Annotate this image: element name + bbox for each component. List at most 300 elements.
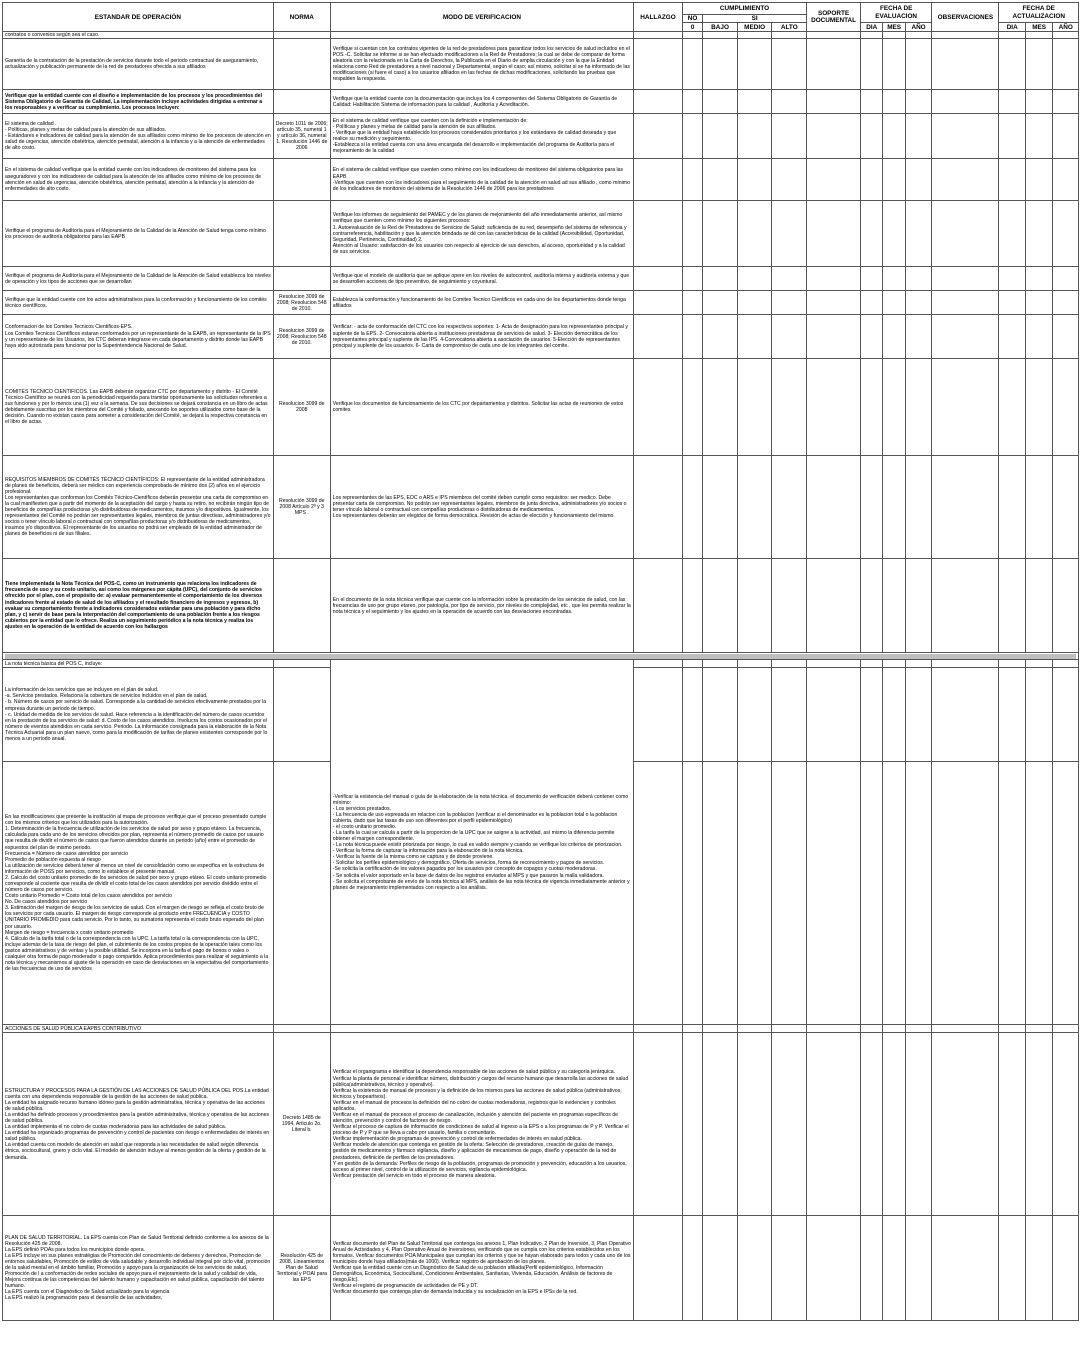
observaciones-cell[interactable] [932,660,999,668]
norma-cell: Decreto 1011 de 2006; artículo 35, numeral 1 y artículo 36, numeral 1. Resolución 1446 de 2006 [273,114,330,159]
cumplimiento-medio-cell[interactable] [737,39,772,90]
estandar-cell: Verifique el programa de Auditoría para el Mejoramiento de la Calidad de la Atención de Salud tenga como mínimo los procesos de auditoría obligatorios para las EAPB [3,201,274,267]
actualizacion-anio-cell[interactable] [1053,39,1079,90]
evaluacion-dia-cell[interactable] [861,359,883,456]
cumplimiento-alto-cell[interactable] [772,559,807,653]
norma-cell [273,559,330,653]
col-header-act-mes: MES [1025,23,1052,32]
cumplimiento-alto-cell[interactable] [772,114,807,159]
norma-cell [273,1025,330,1033]
cumplimiento-alto-cell[interactable] [772,660,807,668]
actualizacion-anio-cell[interactable] [1053,114,1079,159]
modo-verificacion-cell: Verifique los documentos de funcionamiento de los CTC por departamentos y distritos. Solicitar las actas de reuniones de estos comites [330,359,633,456]
soporte-documental-cell[interactable] [807,315,861,359]
evaluacion-dia-cell[interactable] [861,1025,883,1033]
cumplimiento-alto-cell[interactable] [772,32,807,39]
modo-verificacion-cell: Establezca la conformación y funcionamiento de los Comites Tecnico Cientificos en cada uno de los departamentos donde tenga afiliados [330,291,633,315]
table-row [3,456,1079,559]
hallazgo-cell[interactable] [634,315,683,359]
evaluation-sheet [2,2,1079,1359]
cumplimiento-alto-cell[interactable] [772,39,807,90]
hallazgo-cell[interactable] [634,267,683,291]
modo-verificacion-cell: Verifique los informes de seguimiento del PAMEC y de los planes de mejoramiento del año inmediatamente anterior, así mismo verifique que cuenten como mínimo los siguientes procesos: 1. Autoevaluación de la Red de Prestadores de Servicios de Salud: suficiencia de su red, desempeño del sistema de referencia y contrarreferencia, habilitación y que la atención brindada se dé con las características de la calidad (Accesibilidad, Oportunidad, Seguridad, Pertinencia, Continuidad) 2. Atención al Usuario: satisfacción de los usuarios con respecto al ejercicio de sus derechos, al acceso, oportunidad y a la calidad de sus servicios. [330,201,633,267]
hallazgo-cell[interactable] [634,201,683,267]
norma-cell [273,201,330,267]
estandar-cell: El sistema de calidad . - Políticas, planes y metas de calidad para la atención de sus afiliados. - Estándares e indicadores de calidad para la atención de sus afiliados como mínimo de los procesos de atención en salud de urgencias, atención obstétrica, atención perinatal, atención a la infancia y a la atención de enfermedades de alto costo. [3,114,274,159]
actualizacion-mes-cell[interactable] [1025,456,1052,559]
cumplimiento-medio-cell[interactable] [737,1033,772,1216]
evaluacion-dia-cell[interactable] [861,559,883,653]
norma-cell [273,39,330,90]
actualizacion-dia-cell[interactable] [999,668,1025,762]
modo-verificacion-cell: -Verificar la existencia del manual o guía de la elaboración de la nota técnica. el documento de verificación deberá contener como mínimo: - Los servicios prestados. - La frecuencia de uso expresada en relacion con la poblacion (verificar si el denominador es la poblacion total o la poblacion cubierta, dado que las tasas de uso son diferentes por el perfil epidemiológico) - el costo unitario promedio. - La tarifa la cual se calcula a partir de la proporcion de la UPC que se asigne a la actividad, así mismo la diferencia permite obtener el margen correspondiente. - La nota técnica puede existir priorizada por riesgo, lo cual es valido siempre y cuando se verifique los criterios de priorizacion. - Verificar la forma de capturar la información para la elaboración de la nota técnica. - Verificar la fuente de la misma como se captura y de donde proviene. - Solicitar los perfiles epidemiológico y demográfico, Oferta de servicios, forma de reconocimiento y pagos de servicios. -Se solicita la certificación de los valores pagados por los usuarios por concepto de copagos y cuotas moderadoras. - Se solicita el valor soportado en la base de datos de los registros enviados al MPS y que pasaron la malla validadora. - Se solicita el comprobante de envío de la nota técnica al MPS, análisis de las nota técnica de vigencia inmediatamente anterior y planes de mejoramiento implementados con respecto a los análisis. [330,660,633,1025]
actualizacion-mes-cell[interactable] [1025,32,1052,39]
evaluacion-dia-cell[interactable] [861,456,883,559]
actualizacion-dia-cell[interactable] [999,291,1025,315]
soporte-documental-cell[interactable] [807,559,861,653]
actualizacion-dia-cell[interactable] [999,159,1025,201]
cumplimiento-medio-cell[interactable] [737,32,772,39]
cumplimiento-bajo-cell[interactable] [703,114,738,159]
estandar-cell: Conformacion de los Comites Tecnicos Cientificos-EPS. Los Comites Tecnicos Cientificos estaran conformados por un representante de la EAPB, un representante de la IPS y un representante de los Usuarios, los CTC deberan integrarse en cada departamento y distrito donde las EAPB haya sido autorizada para funcionar por la Superintendencia Nacional de Salud. [3,315,274,359]
estandar-cell: En el sistema de calidad verifique que la entidad cuente con los indicadores de monitoreo del sistema para los aseguradores y con los indicadores de calidad para la atención de los afiliados como mínimo de los procesos de atención en salud de urgencias, atención obstétrica, atención perinatal, atención a la infancia y la atención de enfermedades de alto costo. [3,159,274,201]
cumplimiento-no-cell[interactable] [682,90,702,114]
actualizacion-dia-cell[interactable] [999,1033,1025,1216]
estandar-cell: ACCIONES DE SALUD PÚBLICA EAPBS CONTRIBUTIVO [3,1025,274,1033]
actualizacion-mes-cell[interactable] [1025,1216,1052,1321]
observaciones-cell[interactable] [932,201,999,267]
soporte-documental-cell[interactable] [807,32,861,39]
hallazgo-cell[interactable] [634,291,683,315]
norma-cell: Resolucion 3099 de 2008 [273,359,330,456]
evaluacion-dia-cell[interactable] [861,114,883,159]
actualizacion-mes-cell[interactable] [1025,762,1052,1025]
evaluacion-anio-cell[interactable] [905,90,931,114]
cumplimiento-medio-cell[interactable] [737,201,772,267]
evaluacion-dia-cell[interactable] [861,1033,883,1216]
norma-cell [273,762,330,1025]
evaluacion-mes-cell[interactable] [883,762,905,1025]
estandar-cell: Tiene implementada la Nota Técnica del POS-C, como un instrumento que relaciona los indicadores de frecuencia de uso y su costo unitario, así como los márgenes por cápita (UPC), del conjunto de servicios ofrecido por el plan, con el propósito de: a) evaluar permanentemente el comportamiento de los diversos indicadores frente al estado de salud de los afiliados y el resultado financiero de ingresos y egresos, b) evaluar su comportamiento frente a indicadores considerados estándar para una población y para dicho plan, y c) servir de base para la interpretación del comportamiento de una población frente a los riesgos cubiertos por la entidad que lo ofrece. Realiza un seguimiento periódico a la nota técnica y realiza los ajustes en la operación de la entidad de acuerdo con los hallazgos [3,559,274,653]
evaluacion-anio-cell[interactable] [905,32,931,39]
table-row [3,359,1079,456]
actualizacion-anio-cell[interactable] [1053,267,1079,291]
actualizacion-mes-cell[interactable] [1025,114,1052,159]
observaciones-cell[interactable] [932,114,999,159]
col-header-soporte: SOPORTE DOCUMENTAL [807,3,861,32]
actualizacion-anio-cell[interactable] [1053,291,1079,315]
col-header-hallazgo: HALLAZGO [634,3,683,32]
observaciones-cell[interactable] [932,315,999,359]
cumplimiento-alto-cell[interactable] [772,1033,807,1216]
modo-verificacion-cell: Verificar el organigrama e identificar la dependencia responsable de las acciones de salud pública y su categoría jerárquica. Verificar la planta de personal e identificar número, distribución y cargos del recurso humano que desarrolla las acciones de salud pública(administrativos, técnico y operativo). Verificar la existencia de manual de procesos y la definición de los mismos para las acciones de salud pública (administrativos, técnicos y bopeartivos). Verificar en el manual de procesos la definición del no cobro de cuotas moderadoras, registros que lo evidencien y controles aplicados. Verificar en el manual de procesos el proceso de canalización, inclusión y atención del paciente en programas específicos de atención, prevención y control de factores de riesgo. Verificar el proceso de captura de información de condiciones de salud al ingreso a la EPS o a los programas de P y P. Verificar el proceso de P y P que se lleva a cabo por usuario, familia o comunitario. Verificar implementación de programas de prevención y control de enfermedades de interés en salud pública. Verificar modelo de atención que contenga en gestión de la oferta: Selección de prestadores, creación de guías de manejo, gestión de medicamentos y fármaco vigilancia, diseño y aplicación de mecanismos de pago, diseño y operación de la red de prestadores, definición de perfiles de los prestadores. Y en gestión de la demanda: Perfiles de riesgo de la población, programas de promoción y prevención, educación a los usuarios, acceso al primer nivel, control de la utilización de servicios, vigilancia epidemiológica. Verificar prestación del servicio en todo el proceso de manera aleatoria. [330,1033,633,1216]
evaluacion-dia-cell[interactable] [861,32,883,39]
cumplimiento-no-cell[interactable] [682,456,702,559]
cumplimiento-no-cell[interactable] [682,1216,702,1321]
table-row [3,32,1079,39]
norma-cell: Resolucion 3099 de 2008; Resolucion 548 de 2010. [273,291,330,315]
evaluacion-dia-cell[interactable] [861,668,883,762]
actualizacion-dia-cell[interactable] [999,456,1025,559]
soporte-documental-cell[interactable] [807,762,861,1025]
actualizacion-anio-cell[interactable] [1053,456,1079,559]
observaciones-cell[interactable] [932,668,999,762]
actualizacion-anio-cell[interactable] [1053,660,1079,668]
cumplimiento-alto-cell[interactable] [772,456,807,559]
cumplimiento-bajo-cell[interactable] [703,559,738,653]
cumplimiento-no-cell[interactable] [682,660,702,668]
hallazgo-cell[interactable] [634,559,683,653]
cumplimiento-no-cell[interactable] [682,762,702,1025]
col-header-cumplimiento: CUMPLIMIENTO [682,3,806,15]
observaciones-cell[interactable] [932,456,999,559]
observaciones-cell[interactable] [932,1025,999,1033]
cumplimiento-bajo-cell[interactable] [703,668,738,762]
observaciones-cell[interactable] [932,762,999,1025]
soporte-documental-cell[interactable] [807,456,861,559]
evaluacion-anio-cell[interactable] [905,201,931,267]
evaluacion-dia-cell[interactable] [861,291,883,315]
hallazgo-cell[interactable] [634,1025,683,1033]
table-row [3,1216,1079,1321]
actualizacion-anio-cell[interactable] [1053,159,1079,201]
observaciones-cell[interactable] [932,1033,999,1216]
col-header-fecha-evaluacion: FECHA DE EVALUACION [861,3,932,23]
cumplimiento-medio-cell[interactable] [737,1025,772,1033]
soporte-documental-cell[interactable] [807,1025,861,1033]
actualizacion-anio-cell[interactable] [1053,1216,1079,1321]
cumplimiento-no-cell[interactable] [682,159,702,201]
evaluacion-anio-cell[interactable] [905,668,931,762]
table-row [3,39,1079,90]
hallazgo-cell[interactable] [634,159,683,201]
evaluacion-anio-cell[interactable] [905,359,931,456]
cumplimiento-no-cell[interactable] [682,668,702,762]
evaluacion-mes-cell[interactable] [883,559,905,653]
actualizacion-dia-cell[interactable] [999,559,1025,653]
observaciones-cell[interactable] [932,359,999,456]
cumplimiento-medio-cell[interactable] [737,456,772,559]
col-header-eval-anio: AÑO [905,23,931,32]
evaluacion-mes-cell[interactable] [883,1216,905,1321]
col-header-modo: MODO DE VERIFICACION [330,3,633,32]
actualizacion-anio-cell[interactable] [1053,1025,1079,1033]
cumplimiento-bajo-cell[interactable] [703,1216,738,1321]
cumplimiento-alto-cell[interactable] [772,359,807,456]
observaciones-cell[interactable] [932,39,999,90]
col-header-bajo: BAJO [703,23,738,32]
evaluacion-mes-cell[interactable] [883,315,905,359]
hallazgo-cell[interactable] [634,668,683,762]
evaluacion-dia-cell[interactable] [861,39,883,90]
actualizacion-anio-cell[interactable] [1053,201,1079,267]
actualizacion-dia-cell[interactable] [999,1216,1025,1321]
table-row [3,291,1079,315]
evaluacion-anio-cell[interactable] [905,291,931,315]
cumplimiento-bajo-cell[interactable] [703,660,738,668]
col-header-act-anio: AÑO [1053,23,1079,32]
evaluacion-dia-cell[interactable] [861,90,883,114]
evaluacion-dia-cell[interactable] [861,201,883,267]
evaluacion-mes-cell[interactable] [883,267,905,291]
evaluacion-dia-cell[interactable] [861,267,883,291]
evaluacion-anio-cell[interactable] [905,660,931,668]
actualizacion-anio-cell[interactable] [1053,90,1079,114]
cumplimiento-alto-cell[interactable] [772,762,807,1025]
hallazgo-cell[interactable] [634,90,683,114]
cumplimiento-alto-cell[interactable] [772,1216,807,1321]
actualizacion-mes-cell[interactable] [1025,90,1052,114]
col-header-alto: ALTO [772,23,807,32]
soporte-documental-cell[interactable] [807,267,861,291]
soporte-documental-cell[interactable] [807,1033,861,1216]
cumplimiento-no-cell[interactable] [682,559,702,653]
evaluacion-anio-cell[interactable] [905,456,931,559]
cumplimiento-alto-cell[interactable] [772,267,807,291]
evaluacion-anio-cell[interactable] [905,1025,931,1033]
cumplimiento-bajo-cell[interactable] [703,90,738,114]
norma-cell [273,32,330,39]
table-row [3,559,1079,653]
actualizacion-mes-cell[interactable] [1025,668,1052,762]
actualizacion-anio-cell[interactable] [1053,559,1079,653]
evaluacion-anio-cell[interactable] [905,159,931,201]
evaluacion-mes-cell[interactable] [883,201,905,267]
hallazgo-cell[interactable] [634,456,683,559]
col-header-medio: MEDIO [737,23,772,32]
actualizacion-dia-cell[interactable] [999,32,1025,39]
actualizacion-anio-cell[interactable] [1053,359,1079,456]
observaciones-cell[interactable] [932,291,999,315]
page-break-separator [3,653,1079,660]
soporte-documental-cell[interactable] [807,201,861,267]
observaciones-cell[interactable] [932,559,999,653]
actualizacion-mes-cell[interactable] [1025,315,1052,359]
modo-verificacion-cell: En el documento de la nota técnica verifique que cuente con la información sobre la prestación de los servicios de salud, con las frecuencias de uso por grupo etareo, por patología, por tipo de servicio, por niveles de complejidad, etc , que les permita realizar la nota técnica y el seguimiento y los ajustes en la operación de acuerdo con las desviaciones encontradas. [330,559,633,653]
modo-verificacion-cell: Verifique que el modelo de auditoría que se aplique opere en los niveles de autocontrol, auditoría interna y auditoría externa y que se desarrollen acciones de tipo preventivo, de seguimiento y coyuntural. [330,267,633,291]
cumplimiento-alto-cell[interactable] [772,291,807,315]
estandar-cell: La información de los servicios que se incluyen en el plan de salud. -a. Servicios prestados. Relaciona la cobertura de servicios incluidos en el plan de salud. - b. Número de casos por servicio de salud. Corresponde a la cantidad de servicios efectivamente prestados por la empresa durante un periodo de tiempo. - c. Unidad de medida de los servicios de salud. Hace referencia a la identificación del número de casos ocurridos en la prestación de los servicios de salud: d. Costo de los casos atendidos. Involucra los costos ocasionados por el número de eventos atendidos en cada servicio. Periodo. La información consignada para la elaboración de la Nota Técnica Actuarial para un plan nuevo, como para la modificación de tarifas de planes existentes corresponde por lo menos a un periodo anual. [3,668,274,762]
actualizacion-dia-cell[interactable] [999,267,1025,291]
actualizacion-dia-cell[interactable] [999,359,1025,456]
modo-verificacion-cell [330,1025,633,1033]
evaluacion-mes-cell[interactable] [883,90,905,114]
col-header-act-dia: DIA [999,23,1025,32]
col-header-fecha-actualizacion: FECHA DE ACTUALIZACION [999,3,1079,23]
cumplimiento-no-cell[interactable] [682,201,702,267]
cumplimiento-no-cell[interactable] [682,359,702,456]
col-header-no: NO [682,15,702,23]
observaciones-cell[interactable] [932,267,999,291]
evaluacion-anio-cell[interactable] [905,1033,931,1216]
cumplimiento-alto-cell[interactable] [772,90,807,114]
estandar-cell: PLAN DE SALUD TERRITORIAL. La EPS cuenta con Plan de Salud Territorial definido conforme a los anexos de la Resolución 425 de 2008. La EPS definió POAs para todos los municipios donde opera. La EPS incluye en sus planes estratégias de Promoción del conocimiento de deberes y derechos, Promoción de entornos saludables, Promoción de estilos de vida saludable y desarrollo individual integral por ciclo vital, promoción de la salud mental en el ámbito familiar, Promoción y apoyo para la organización de los servicios de salud, Promoción de l a conformación de redes sociales de apoyo para el mejoramiento de la salud y calidad de vida, Mejora continua de las competencias del talento humano y capacitación en salud pública, capacitación del talento humano. La EPS cuenta con el Diagnóstico de Salud actualizado para la vigencia La EPS realizó la programación para el desarrollo de las actividades, [3,1216,274,1321]
evaluacion-dia-cell[interactable] [861,159,883,201]
actualizacion-mes-cell[interactable] [1025,559,1052,653]
soporte-documental-cell[interactable] [807,90,861,114]
soporte-documental-cell[interactable] [807,359,861,456]
hallazgo-cell[interactable] [634,359,683,456]
hallazgo-cell[interactable] [634,39,683,90]
estandar-cell: COMITES TECNICO CIENTIFICOS. Las EAPB deberán organizar CTC por departamento y distrito - El Comité Técnico-Científico se reunirá con la periodicidad requerida para tramitar oportunamente las solicitudes referentes a sus funciones y por lo menos una (1) vez a la semana. De sus decisiones se dejará constancia en un libro de actas debidamente suscritas por los miembros del Comité y foliado, anexando los soportes utilizados como base de la decisión. Cuando no existan casos para someter a consideración del Comité, se dejará la respectiva constancia en el libro de actas. [3,359,274,456]
evaluacion-mes-cell[interactable] [883,32,905,39]
hallazgo-cell[interactable] [634,1216,683,1321]
table-row [3,315,1079,359]
actualizacion-dia-cell[interactable] [999,660,1025,668]
col-header-observaciones: OBSERVACIONES [932,3,999,32]
modo-verificacion-cell: Verifique si cuentan con los contratos vigentes de la red de prestadores para garantizar todos los servicios de salud incluidos en el POS -C. Solicitar se informe si se han efectuado modificaciones a la Red de Prestadores; la cual se debe de comparar de forma aleatoria con la relacionada en la Carta de Derechos, la Publicada en el Diario de amplia circulación y con la que la Entidad relaciona como Red de prestadores a nivel nacional y Departamental, según el caso; así mismo, solicitar si se ha informado de las modificaciones (si fuere el caso) a los usuarios afiliados en las fechas de dichas modificaciones, solicitando las pruebas que respalden la respuesta. [330,39,633,90]
evaluacion-mes-cell[interactable] [883,159,905,201]
cumplimiento-alto-cell[interactable] [772,315,807,359]
cumplimiento-no-cell[interactable] [682,39,702,90]
evaluacion-dia-cell[interactable] [861,315,883,359]
evaluacion-dia-cell[interactable] [861,1216,883,1321]
norma-cell [273,668,330,762]
cumplimiento-bajo-cell[interactable] [703,1033,738,1216]
cumplimiento-alto-cell[interactable] [772,1025,807,1033]
actualizacion-mes-cell[interactable] [1025,1033,1052,1216]
evaluacion-mes-cell[interactable] [883,668,905,762]
cumplimiento-medio-cell[interactable] [737,291,772,315]
estandar-cell: REQUISITOS MIEMBROS DE COMITÉS TÉCNICO CIENTÍFICOS: El representante de la entidad administradora de planes de beneficios, deberá ser médico con experiencia comprobada de mínimo dos (2) años en el ejercicio profesional. Los representantes que conforman los Comités Técnico-Científicos deberán presentar una carta de compromiso en la cual manifiesten que a partir del momento de la aceptación del cargo y hasta su retiro, no recibirán ningún tipo de beneficios de compañías productoras y/o distribuidoras de medicamentos, insumos y/o dispositivos. Igualmente, los representantes del Comité no podrán ser representantes legales, miembros de juntas directivas, administradores y/o socios o tener vínculo laboral o contractual con compañías productoras y/o distribuidoras de medicamentos, insumos y/o dispositivos. El representante de los usuarios no podrá ser empleado de la entidad administrador de planes de beneficios ni de sus filiales. [3,456,274,559]
estandar-cell: Verifique el programa de Auditoría para el Mejoramiento de la Calidad de la Atención de Salud establezca los niveles de operación y los tipos de acciones que se desarrollan [3,267,274,291]
modo-verificacion-cell [330,32,633,39]
hallazgo-cell[interactable] [634,762,683,1025]
actualizacion-mes-cell[interactable] [1025,201,1052,267]
actualizacion-anio-cell[interactable] [1053,1033,1079,1216]
actualizacion-mes-cell[interactable] [1025,660,1052,668]
evaluacion-anio-cell[interactable] [905,559,931,653]
soporte-documental-cell[interactable] [807,668,861,762]
actualizacion-anio-cell[interactable] [1053,315,1079,359]
actualizacion-dia-cell[interactable] [999,762,1025,1025]
cumplimiento-medio-cell[interactable] [737,668,772,762]
cumplimiento-medio-cell[interactable] [737,315,772,359]
cumplimiento-no-cell[interactable] [682,32,702,39]
evaluacion-mes-cell[interactable] [883,1025,905,1033]
table-row [3,267,1079,291]
table-row [3,159,1079,201]
cumplimiento-no-cell[interactable] [682,1033,702,1216]
evaluacion-mes-cell[interactable] [883,1033,905,1216]
observaciones-cell[interactable] [932,90,999,114]
cumplimiento-medio-cell[interactable] [737,559,772,653]
modo-verificacion-cell: Verificar: - acta de conformación del CTC con los respectivos soportes: 1- Acta de designación para los representantes principal y suplente de la EPS. 2- Convocatoria abierta a instituciones prestadoras de servicios de salud. 3- Elección democrática de los representantes principal y suplente de las IPS. 4-Convocatoria abierta a asociación de usuarios. 5-Elección de representantes principal y suplente de los usuarios. 6- Carta de compromiso de cada uno de los integrantes del comite. [330,315,633,359]
evaluacion-anio-cell[interactable] [905,267,931,291]
actualizacion-mes-cell[interactable] [1025,291,1052,315]
soporte-documental-cell[interactable] [807,159,861,201]
evaluacion-anio-cell[interactable] [905,762,931,1025]
evaluacion-dia-cell[interactable] [861,660,883,668]
evaluacion-mes-cell[interactable] [883,39,905,90]
cumplimiento-bajo-cell[interactable] [703,315,738,359]
cumplimiento-no-cell[interactable] [682,267,702,291]
actualizacion-dia-cell[interactable] [999,201,1025,267]
cumplimiento-medio-cell[interactable] [737,114,772,159]
actualizacion-dia-cell[interactable] [999,39,1025,90]
actualizacion-dia-cell[interactable] [999,90,1025,114]
cumplimiento-bajo-cell[interactable] [703,159,738,201]
evaluation-table [2,2,1079,1321]
col-header-eval-mes: MES [883,23,905,32]
cumplimiento-medio-cell[interactable] [737,1216,772,1321]
actualizacion-mes-cell[interactable] [1025,267,1052,291]
cumplimiento-bajo-cell[interactable] [703,201,738,267]
table-row [3,201,1079,267]
cumplimiento-bajo-cell[interactable] [703,291,738,315]
cumplimiento-bajo-cell[interactable] [703,1025,738,1033]
cumplimiento-no-cell[interactable] [682,114,702,159]
cumplimiento-no-cell[interactable] [682,315,702,359]
evaluacion-anio-cell[interactable] [905,315,931,359]
evaluacion-dia-cell[interactable] [861,762,883,1025]
cumplimiento-medio-cell[interactable] [737,159,772,201]
cumplimiento-bajo-cell[interactable] [703,762,738,1025]
actualizacion-anio-cell[interactable] [1053,32,1079,39]
estandar-cell: Verifique que la entidad cuente con los actos administrativos para la conformación y funcionamiento de los comités técnico científicos. [3,291,274,315]
soporte-documental-cell[interactable] [807,1216,861,1321]
observaciones-cell[interactable] [932,159,999,201]
soporte-documental-cell[interactable] [807,39,861,90]
cumplimiento-alto-cell[interactable] [772,201,807,267]
hallazgo-cell[interactable] [634,1033,683,1216]
actualizacion-anio-cell[interactable] [1053,762,1079,1025]
evaluacion-mes-cell[interactable] [883,456,905,559]
cumplimiento-bajo-cell[interactable] [703,359,738,456]
cumplimiento-bajo-cell[interactable] [703,267,738,291]
cumplimiento-medio-cell[interactable] [737,660,772,668]
col-header-eval-dia: DIA [861,23,883,32]
cumplimiento-no-cell[interactable] [682,291,702,315]
soporte-documental-cell[interactable] [807,291,861,315]
cumplimiento-bajo-cell[interactable] [703,39,738,90]
cumplimiento-no-cell[interactable] [682,1025,702,1033]
cumplimiento-bajo-cell[interactable] [703,456,738,559]
actualizacion-mes-cell[interactable] [1025,1025,1052,1033]
cumplimiento-medio-cell[interactable] [737,762,772,1025]
actualizacion-anio-cell[interactable] [1053,668,1079,762]
actualizacion-mes-cell[interactable] [1025,359,1052,456]
norma-cell [273,159,330,201]
evaluacion-anio-cell[interactable] [905,114,931,159]
observaciones-cell[interactable] [932,32,999,39]
evaluacion-mes-cell[interactable] [883,660,905,668]
cumplimiento-alto-cell[interactable] [772,159,807,201]
hallazgo-cell[interactable] [634,32,683,39]
actualizacion-dia-cell[interactable] [999,114,1025,159]
actualizacion-mes-cell[interactable] [1025,159,1052,201]
soporte-documental-cell[interactable] [807,660,861,668]
observaciones-cell[interactable] [932,1216,999,1321]
soporte-documental-cell[interactable] [807,114,861,159]
cumplimiento-medio-cell[interactable] [737,359,772,456]
actualizacion-dia-cell[interactable] [999,315,1025,359]
actualizacion-dia-cell[interactable] [999,1025,1025,1033]
actualizacion-mes-cell[interactable] [1025,39,1052,90]
evaluacion-mes-cell[interactable] [883,114,905,159]
evaluacion-anio-cell[interactable] [905,1216,931,1321]
hallazgo-cell[interactable] [634,114,683,159]
table-row [3,114,1079,159]
cumplimiento-medio-cell[interactable] [737,267,772,291]
hallazgo-cell[interactable] [634,660,683,668]
evaluacion-mes-cell[interactable] [883,359,905,456]
evaluacion-anio-cell[interactable] [905,39,931,90]
evaluacion-mes-cell[interactable] [883,291,905,315]
cumplimiento-bajo-cell[interactable] [703,32,738,39]
cumplimiento-alto-cell[interactable] [772,668,807,762]
cumplimiento-medio-cell[interactable] [737,90,772,114]
